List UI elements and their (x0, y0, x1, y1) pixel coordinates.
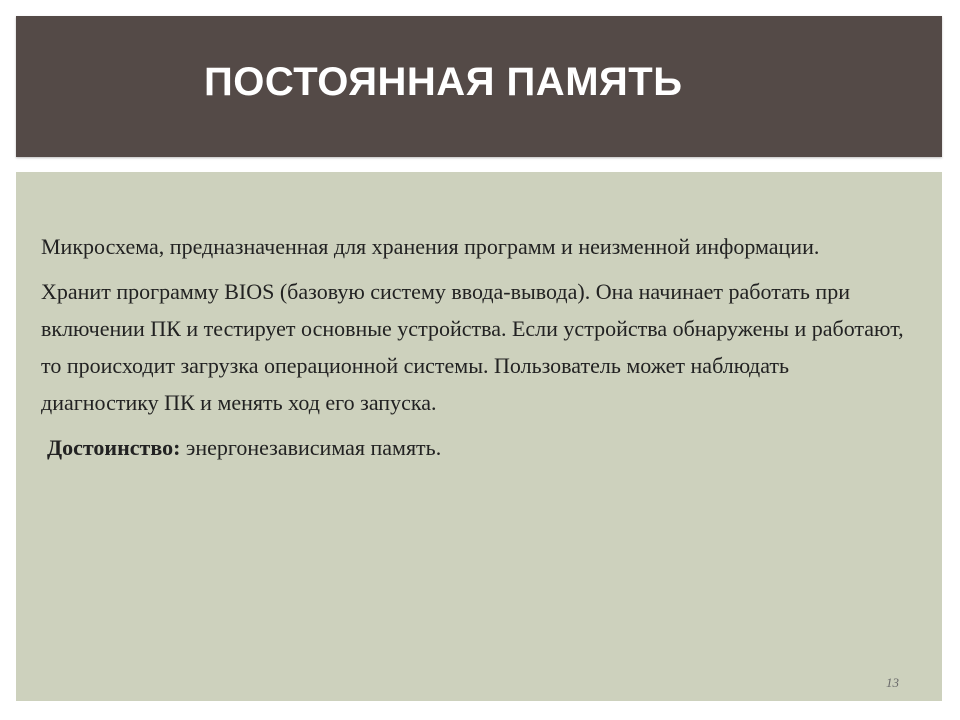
advantage-text: энергонезависимая память. (180, 435, 442, 460)
advantage-label: Достоинство: (47, 435, 181, 460)
paragraph-advantage (41, 429, 911, 466)
slide-title: ПОСТОЯННАЯ ПАМЯТЬ (204, 60, 683, 104)
body-text (41, 228, 911, 466)
page-number: 13 (886, 675, 899, 690)
paragraph-definition: Микросхема, предназначенная для хранения программ и неизменной информации. (41, 234, 820, 259)
paragraph-bios: Хранит программу BIOS (базовую систему ввода-вывода). Она начинает работать при включении ПК и тестирует основные устройства. Если устройства обнаружены и работают, то происходит загрузка операционной системы. Пользователь может наблюдать диагностику ПК и менять ход его запуска. (41, 279, 904, 415)
